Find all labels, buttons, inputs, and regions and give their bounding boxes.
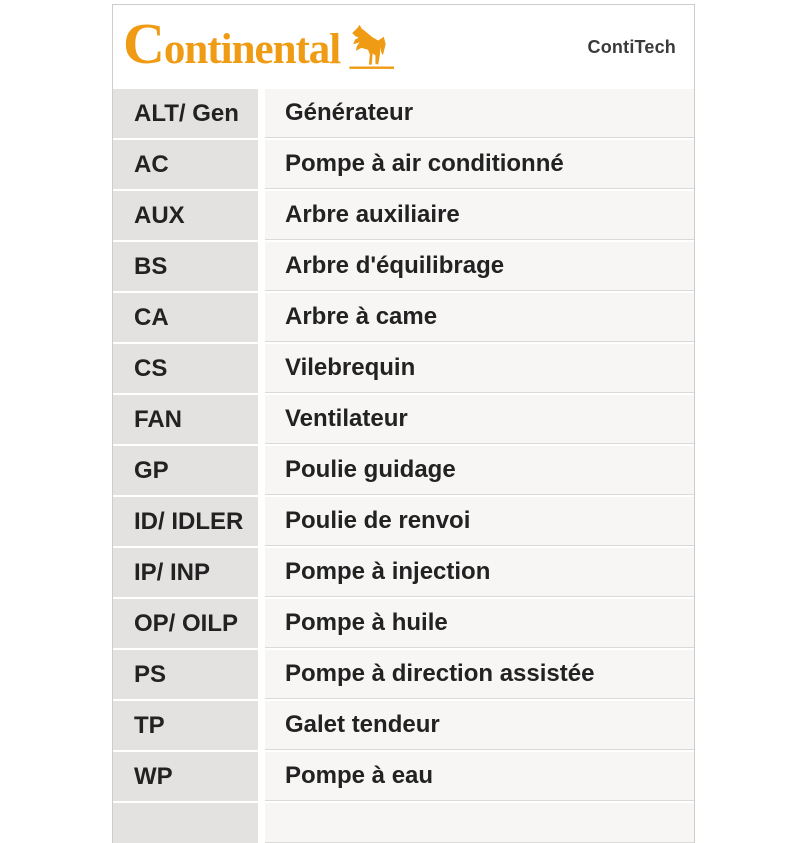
description-cell: Ventilateur [265,395,694,444]
table-row [113,599,694,648]
table-row-partial [113,803,694,843]
abbreviation-cell: OP/ OILP [113,599,258,648]
abbreviation-table [113,89,694,801]
table-row [113,395,694,444]
abbreviation-cell: WP [113,752,258,801]
brand-logo [123,11,394,80]
brand-header [113,5,694,89]
abbreviation-cell: CS [113,344,258,393]
description-cell: Générateur [265,89,694,138]
abbreviation-cell: ID/ IDLER [113,497,258,546]
legend-panel [112,4,695,843]
description-cell: Poulie guidage [265,446,694,495]
abbreviation-cell: GP [113,446,258,495]
description-cell: Pompe à eau [265,752,694,801]
description-cell: Vilebrequin [265,344,694,393]
division-label: ContiTech [587,36,676,57]
table-row [113,446,694,495]
description-cell: Pompe à huile [265,599,694,648]
description-cell: Pompe à injection [265,548,694,597]
abbreviation-cell: CA [113,293,258,342]
table-row [113,89,694,138]
abbreviation-cell: IP/ INP [113,548,258,597]
description-cell: Pompe à air conditionné [265,140,694,189]
description-cell: Arbre d'équilibrage [265,242,694,291]
abbreviation-cell: FAN [113,395,258,444]
description-cell: Arbre auxiliaire [265,191,694,240]
table-row [113,242,694,291]
table-row [113,293,694,342]
table-row [113,344,694,393]
description-cell: Poulie de renvoi [265,497,694,546]
table-row [113,701,694,750]
abbreviation-cell: BS [113,242,258,291]
description-cell: Arbre à came [265,293,694,342]
abbreviation-cell: PS [113,650,258,699]
table-row [113,752,694,801]
rearing-horse-icon [342,22,394,72]
abbreviation-cell [113,803,258,843]
abbreviation-cell: AC [113,140,258,189]
brand-wordmark: Continental [123,11,341,76]
table-row [113,650,694,699]
abbreviation-cell: TP [113,701,258,750]
abbreviation-cell: AUX [113,191,258,240]
table-row [113,140,694,189]
description-cell: Pompe à direction assistée [265,650,694,699]
table-row [113,497,694,546]
description-cell [265,803,694,843]
table-row [113,191,694,240]
abbreviation-cell: ALT/ Gen [113,89,258,138]
description-cell: Galet tendeur [265,701,694,750]
table-row [113,548,694,597]
